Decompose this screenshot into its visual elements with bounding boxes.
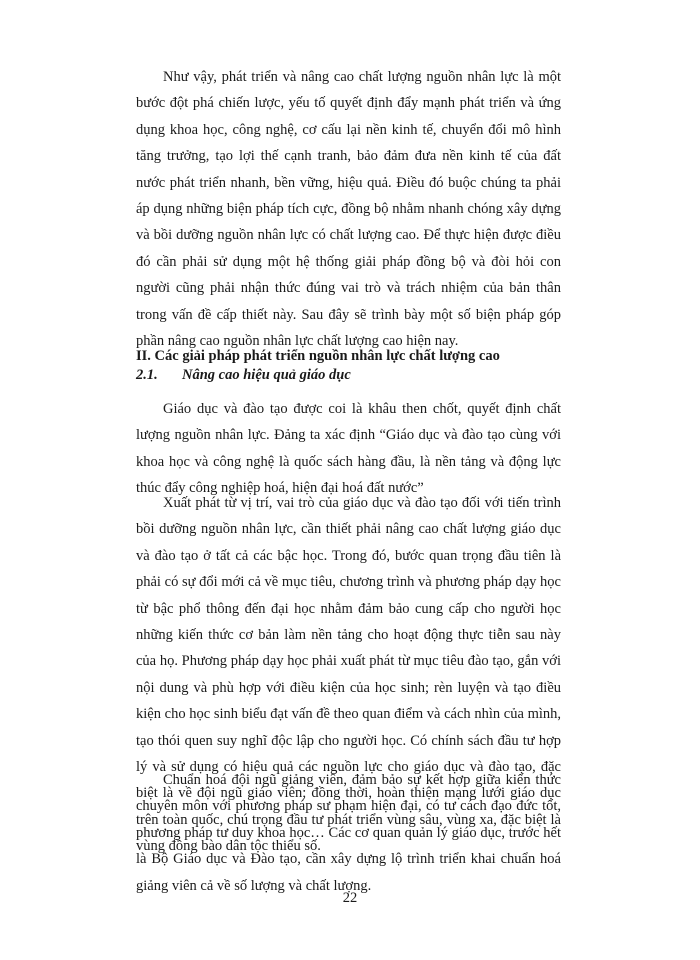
- paragraph-3: Xuất phát từ vị trí, vai trò của giáo dục và đào tạo đối với tiến trình bồi dưỡng nguồn nhân lực, cần thiết phải nâng cao chất lượng giáo dục và đào tạo ở tất cả các bậc học. Trong đó, bước quan trọng đầu tiên là phải có sự đổi mới cả về mục tiêu, chương trình và phương pháp dạy học từ bậc phổ thông đến đại học nhằm đảm bảo cung cấp cho người học những kiến thức cơ bản làm nền tảng cho hoạt động thực tiễn sau này của họ. Phương pháp dạy học phải xuất phát từ mục tiêu đào tạo, gắn với nội dung và phù hợp với điều kiện của học sinh; rèn luyện và tạo điều kiện cho học sinh biểu đạt vấn đề theo quan điểm và cách nhìn của mình, tạo thói quen suy nghĩ độc lập cho người học. Có chính sách đầu tư hợp lý và sử dụng có hiệu quả các nguồn lực cho giáo dục và đào tạo, đặc biệt là về đội ngũ giáo viên; đồng thời, hoàn thiện mạng lưới giáo dục trên toàn quốc, chú trọng đầu tư phát triển vùng sâu, vùng xa, đặc biệt là vùng đồng bào dân tộc thiểu số.: [136, 495, 561, 855]
- paragraph-4: Chuẩn hoá đội ngũ giảng viên, đảm bảo sự kết hợp giữa kiến thức chuyên môn với phương pháp sư phạm hiện đại, có tư cách đạo đức tốt, phương pháp tư duy khoa học… Các cơ quan quản lý giáo dục, trước hết là Bộ Giáo dục và Đào tạo, cần xây dựng lộ trình triển khai chuẩn hoá giảng viên cả về số lượng và chất lượng.: [136, 772, 561, 894]
- subsection-heading: [136, 365, 566, 385]
- page-number: 22: [342, 890, 358, 906]
- subsection-number: 2.1.: [136, 367, 158, 383]
- subsection-title: Nâng cao hiệu quả giáo dục: [182, 367, 351, 383]
- paragraph-2: Giáo dục và đào tạo được coi là khâu then chốt, quyết định chất lượng nguồn nhân lực. Đảng ta xác định “Giáo dục và đào tạo cùng với khoa học và công nghệ là quốc sách hàng đầu, là nền tảng và động lực thúc đẩy công nghiệp hoá, hiện đại hoá đất nước”: [136, 401, 561, 497]
- section-heading: II. Các giải pháp phát triển nguồn nhân lực chất lượng cao: [136, 348, 500, 364]
- paragraph-1: Như vậy, phát triển và nâng cao chất lượng nguồn nhân lực là một bước đột phá chiến lược, yếu tố quyết định đẩy mạnh phát triển và ứng dụng khoa học, công nghệ, cơ cấu lại nền kinh tế, chuyển đổi mô hình tăng trưởng, tạo lợi thế cạnh tranh, bảo đảm đưa nền kinh tế của đất nước phát triển nhanh, bền vững, hiệu quả. Điều đó buộc chúng ta phải áp dụng những biện pháp tích cực, đồng bộ nhằm nhanh chóng xây dựng và bồi dưỡng nguồn nhân lực có chất lượng cao. Để thực hiện được điều đó cần phải sử dụng một hệ thống giải pháp đồng bộ và đòi hỏi con người cũng phải nhận thức đúng vai trò và trách nhiệm của bản thân trong vấn đề cấp thiết này. Sau đây sẽ trình bày một số biện pháp góp phần nâng cao nguồn nhân lực chất lượng cao hiện nay.: [136, 69, 561, 350]
